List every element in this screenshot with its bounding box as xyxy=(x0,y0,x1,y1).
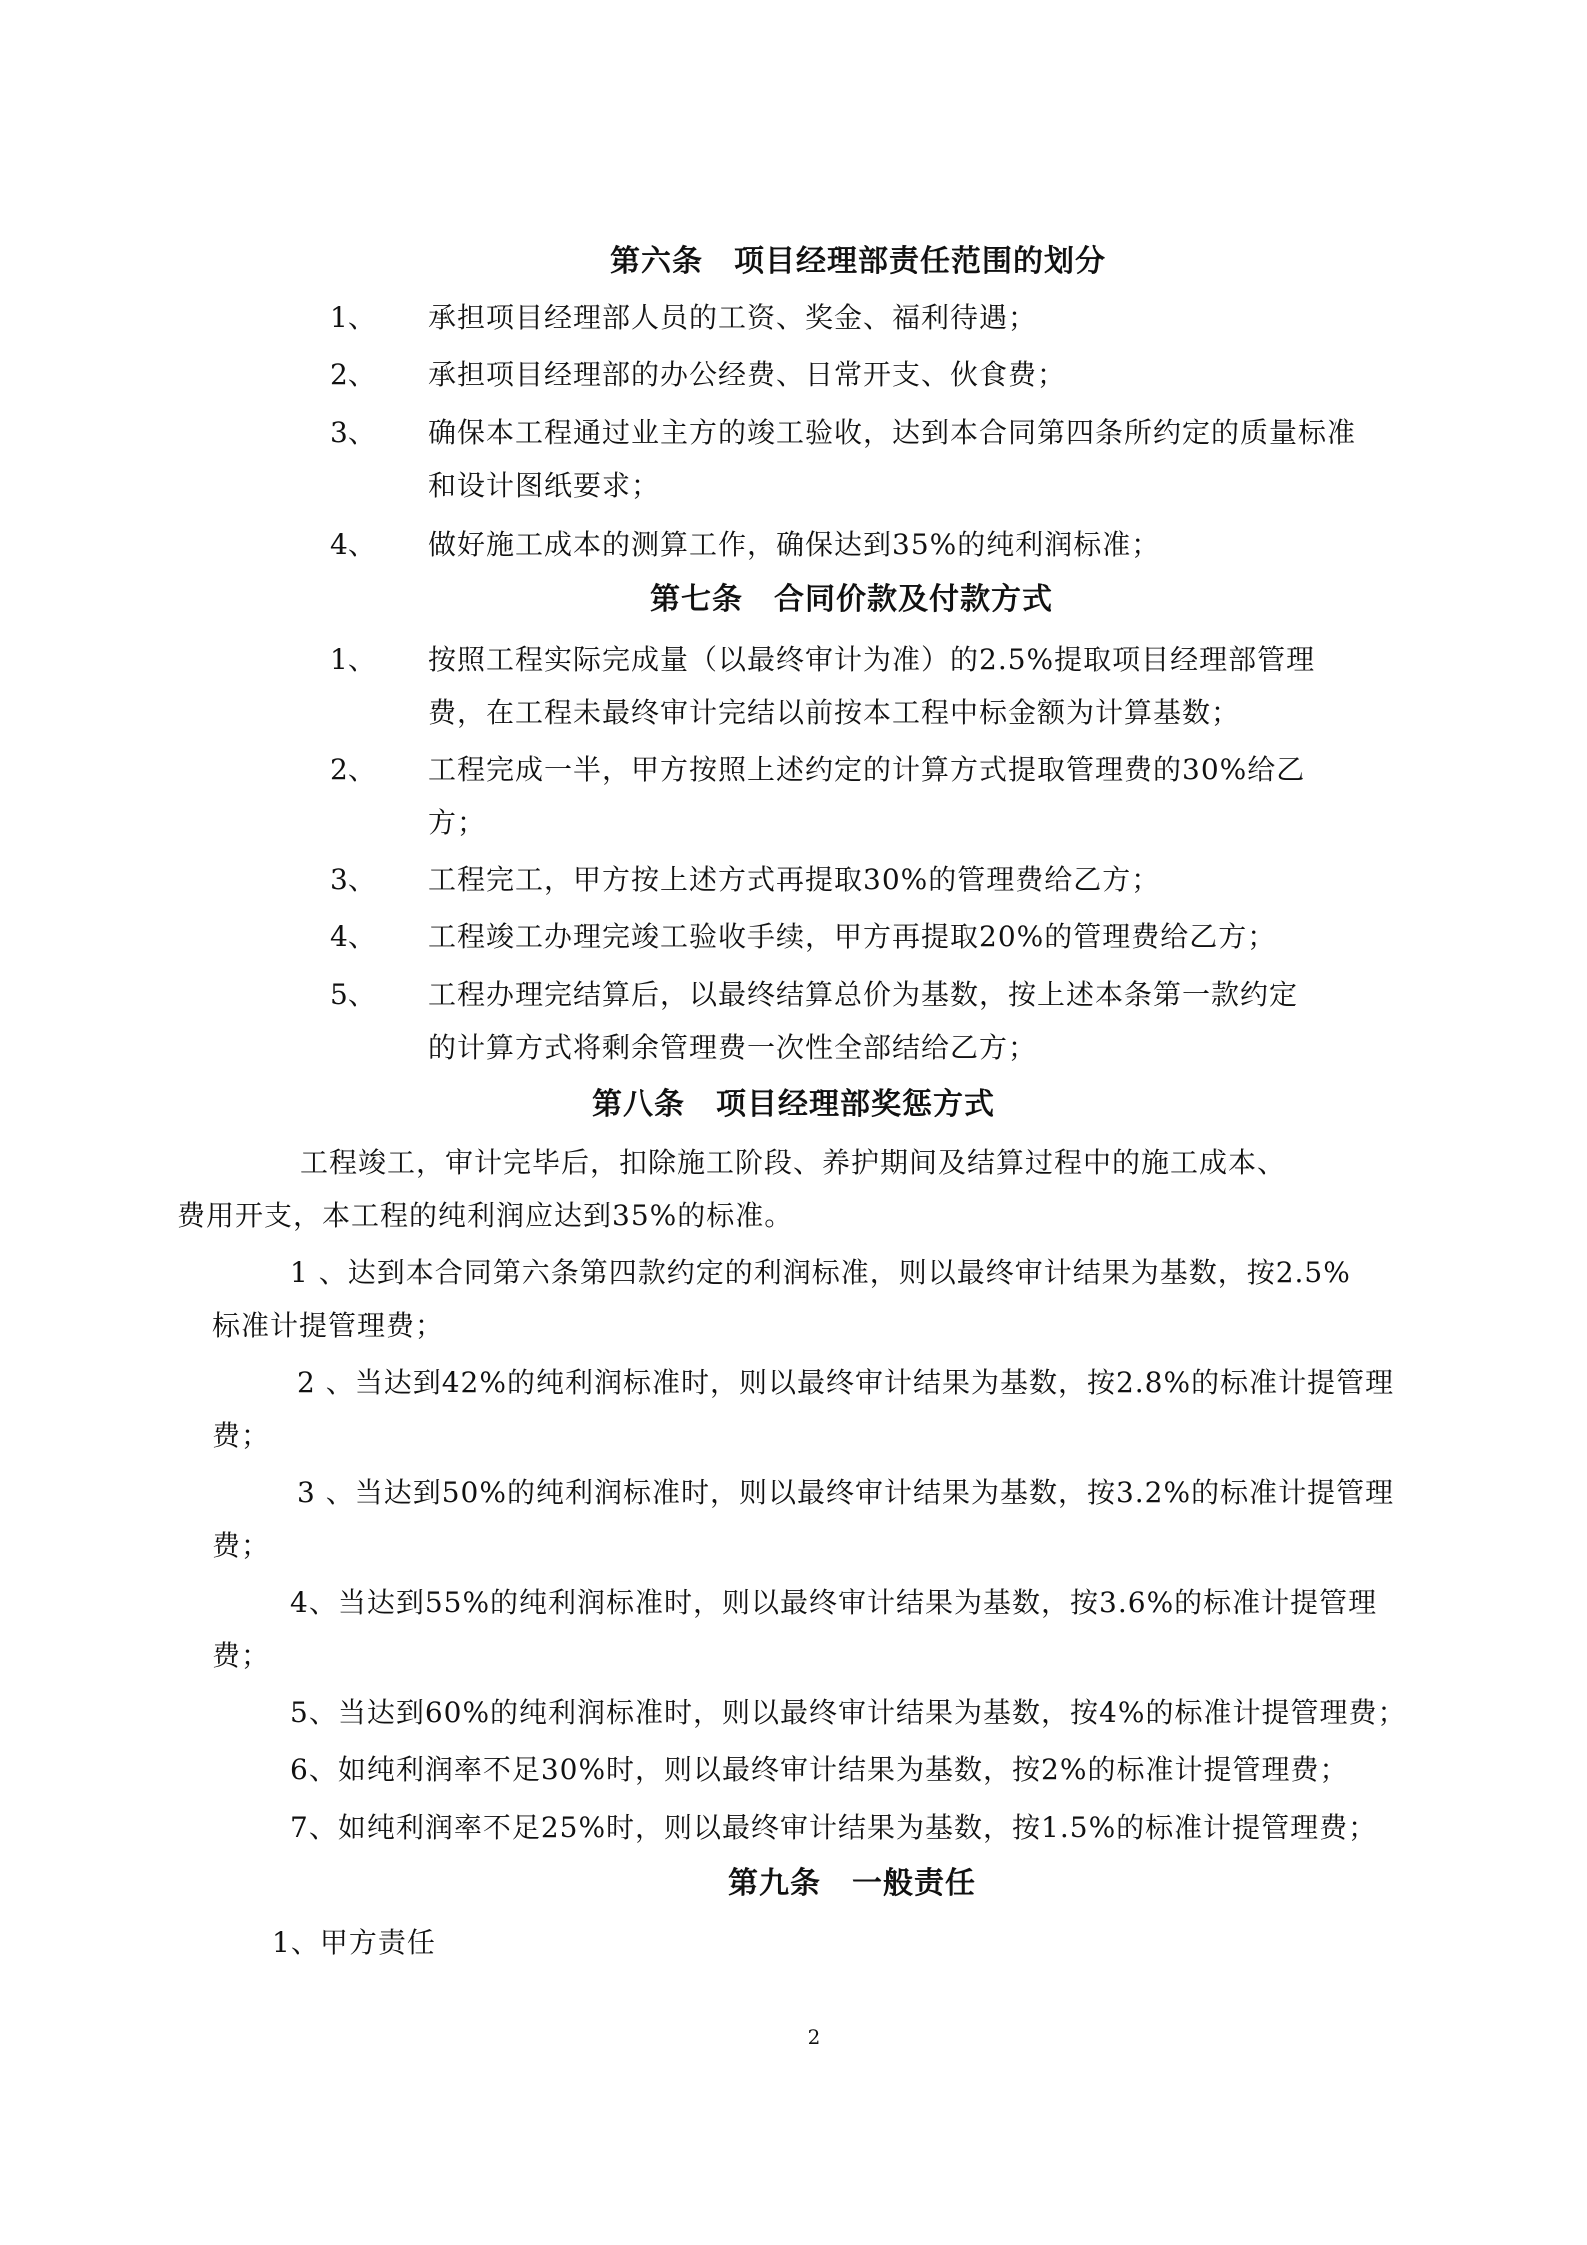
list-item-text: 标准计提管理费； xyxy=(212,1309,445,1342)
list-item-text: 工程完成一半，甲方按照上述约定的计算方式提取管理费的30%给乙 xyxy=(428,753,1306,786)
list-number: 2、 xyxy=(330,358,376,391)
list-item-text: 承担项目经理部的办公经费、日常开支、伙食费； xyxy=(428,358,1067,391)
list-item-text: 费； xyxy=(212,1529,271,1562)
list-item-text: 做好施工成本的测算工作，确保达到35%的纯利润标准； xyxy=(428,528,1161,561)
page-number: 2 xyxy=(807,2025,821,2049)
list-number: 5、 xyxy=(330,978,376,1011)
section-heading-8: 第八条 项目经理部奖惩方式 xyxy=(592,1087,995,1122)
list-item-text: 4、当达到55%的纯利润标准时，则以最终审计结果为基数，按3.6%的标准计提管理 xyxy=(290,1586,1378,1619)
list-item-text: 1 、达到本合同第六条第四款约定的利润标准，则以最终审计结果为基数，按2.5% xyxy=(290,1256,1351,1289)
list-item-text: 3 、当达到50%的纯利润标准时，则以最终审计结果为基数，按3.2%的标准计提管理 xyxy=(297,1476,1395,1509)
list-item-text: 的计算方式将剩余管理费一次性全部结给乙方； xyxy=(428,1031,1038,1064)
list-item-text: 6、如纯利润率不足30%时，则以最终审计结果为基数，按2%的标准计提管理费； xyxy=(290,1753,1349,1786)
list-number: 4、 xyxy=(330,920,376,953)
paragraph-text: 工程竣工，审计完毕后，扣除施工阶段、养护期间及结算过程中的施工成本、 xyxy=(300,1146,1287,1179)
list-number: 1、 xyxy=(330,643,376,676)
list-number: 1、 xyxy=(330,301,376,334)
list-item-text: 费； xyxy=(212,1639,271,1672)
list-item-text: 工程完工，甲方按上述方式再提取30%的管理费给乙方； xyxy=(428,863,1161,896)
list-item-text: 1、甲方责任 xyxy=(272,1926,436,1959)
list-item-text: 确保本工程通过业主方的竣工验收，达到本合同第四条所约定的质量标准 xyxy=(428,416,1357,449)
list-number: 4、 xyxy=(330,528,376,561)
list-item-text: 方； xyxy=(428,806,487,839)
list-item-text: 5、当达到60%的纯利润标准时，则以最终审计结果为基数，按4%的标准计提管理费； xyxy=(290,1696,1407,1729)
list-number: 2、 xyxy=(330,753,376,786)
list-item-text: 和设计图纸要求； xyxy=(428,469,661,502)
list-item-text: 2 、当达到42%的纯利润标准时，则以最终审计结果为基数，按2.8%的标准计提管理 xyxy=(297,1366,1395,1399)
list-item-text: 费； xyxy=(212,1419,271,1452)
list-item-text: 按照工程实际完成量（以最终审计为准）的2.5%提取项目经理部管理 xyxy=(428,643,1316,676)
section-heading-6: 第六条 项目经理部责任范围的划分 xyxy=(610,244,1106,279)
list-item-text: 承担项目经理部人员的工资、奖金、福利待遇； xyxy=(428,301,1038,334)
list-item-text: 7、如纯利润率不足25%时，则以最终审计结果为基数，按1.5%的标准计提管理费； xyxy=(290,1811,1378,1844)
section-heading-9: 第九条 一般责任 xyxy=(728,1866,976,1901)
paragraph-text: 费用开支，本工程的纯利润应达到35%的标准。 xyxy=(177,1199,794,1232)
section-heading-7: 第七条 合同价款及付款方式 xyxy=(650,582,1053,617)
list-item-text: 工程办理完结算后，以最终结算总价为基数，按上述本条第一款约定 xyxy=(428,978,1299,1011)
list-item-text: 费，在工程未最终审计完结以前按本工程中标金额为计算基数； xyxy=(428,696,1241,729)
list-item-text: 工程竣工办理完竣工验收手续，甲方再提取20%的管理费给乙方； xyxy=(428,920,1277,953)
list-number: 3、 xyxy=(330,416,376,449)
list-number: 3、 xyxy=(330,863,376,896)
